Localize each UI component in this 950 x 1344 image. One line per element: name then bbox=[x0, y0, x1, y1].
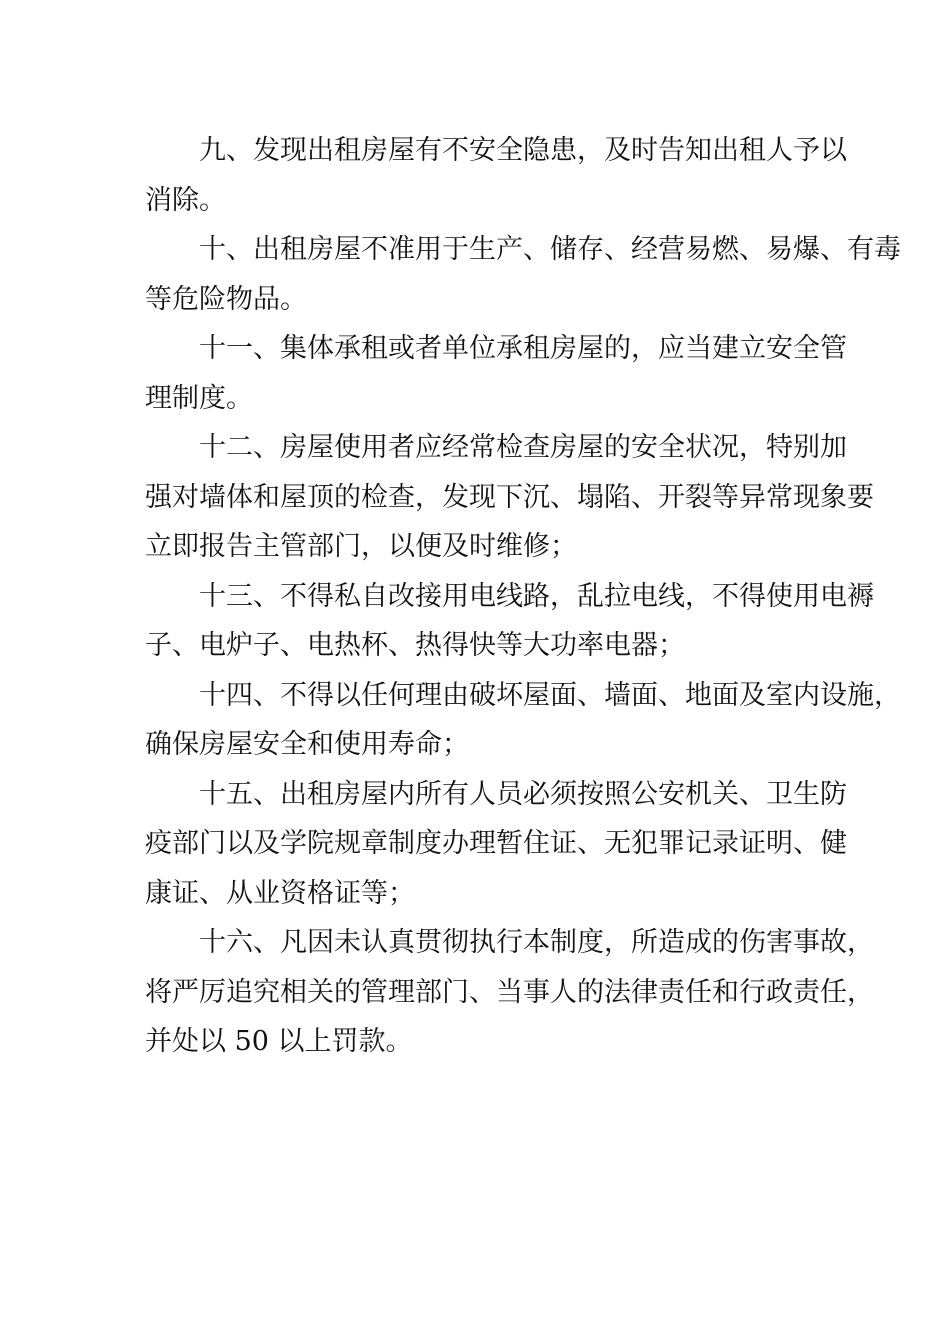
paragraph-line: 强对墙体和屋顶的检查，发现下沉、塌陷、开裂等异常现象要 bbox=[145, 481, 874, 513]
paragraph-line: 立即报告主管部门，以便及时维修； bbox=[145, 531, 577, 562]
paragraph-line: 消除。 bbox=[145, 184, 226, 216]
paragraph-10 bbox=[145, 225, 901, 324]
paragraph-line: 十一、集体承租或者单位承租房屋的，应当建立安全管 bbox=[199, 333, 847, 364]
paragraph-line: 九、发现出租房屋有不安全隐患，及时告知出租人予以 bbox=[199, 135, 847, 166]
paragraph-16 bbox=[145, 918, 874, 1067]
paragraph-line: 康证、从业资格证等； bbox=[145, 877, 415, 909]
paragraph-line: 并处以 50 以上罚款。 bbox=[145, 1026, 413, 1057]
paragraph-line: 十四、不得以任何理由破坏屋面、墙面、地面及室内设施， bbox=[199, 679, 901, 711]
paragraph-line: 子、电炉子、电热杯、热得快等大功率电器； bbox=[145, 630, 685, 661]
paragraph-line: 理制度。 bbox=[145, 382, 253, 414]
paragraph-line: 等危险物品。 bbox=[145, 283, 307, 315]
paragraph-15 bbox=[145, 770, 847, 919]
paragraph-13 bbox=[145, 572, 874, 671]
document-body bbox=[145, 126, 901, 1067]
paragraph-11 bbox=[145, 324, 847, 423]
paragraph-line: 确保房屋安全和使用寿命； bbox=[145, 729, 469, 760]
paragraph-14 bbox=[145, 671, 901, 770]
paragraph-9 bbox=[145, 126, 847, 225]
paragraph-line: 十三、不得私自改接用电线路，乱拉电线，不得使用电褥 bbox=[199, 580, 874, 612]
paragraph-line: 十二、房屋使用者应经常检查房屋的安全状况，特别加 bbox=[199, 432, 847, 463]
paragraph-line: 十、出租房屋不准用于生产、储存、经营易燃、易爆、有毒 bbox=[199, 234, 901, 265]
paragraph-12 bbox=[145, 423, 874, 572]
paragraph-line: 十五、出租房屋内所有人员必须按照公安机关、卫生防 bbox=[199, 778, 847, 810]
paragraph-line: 疫部门以及学院规章制度办理暂住证、无犯罪记录证明、健 bbox=[145, 828, 847, 859]
paragraph-line: 十六、凡因未认真贯彻执行本制度，所造成的伤害事故， bbox=[199, 927, 874, 958]
paragraph-line: 将严厉追究相关的管理部门、当事人的法律责任和行政责任， bbox=[145, 976, 874, 1008]
